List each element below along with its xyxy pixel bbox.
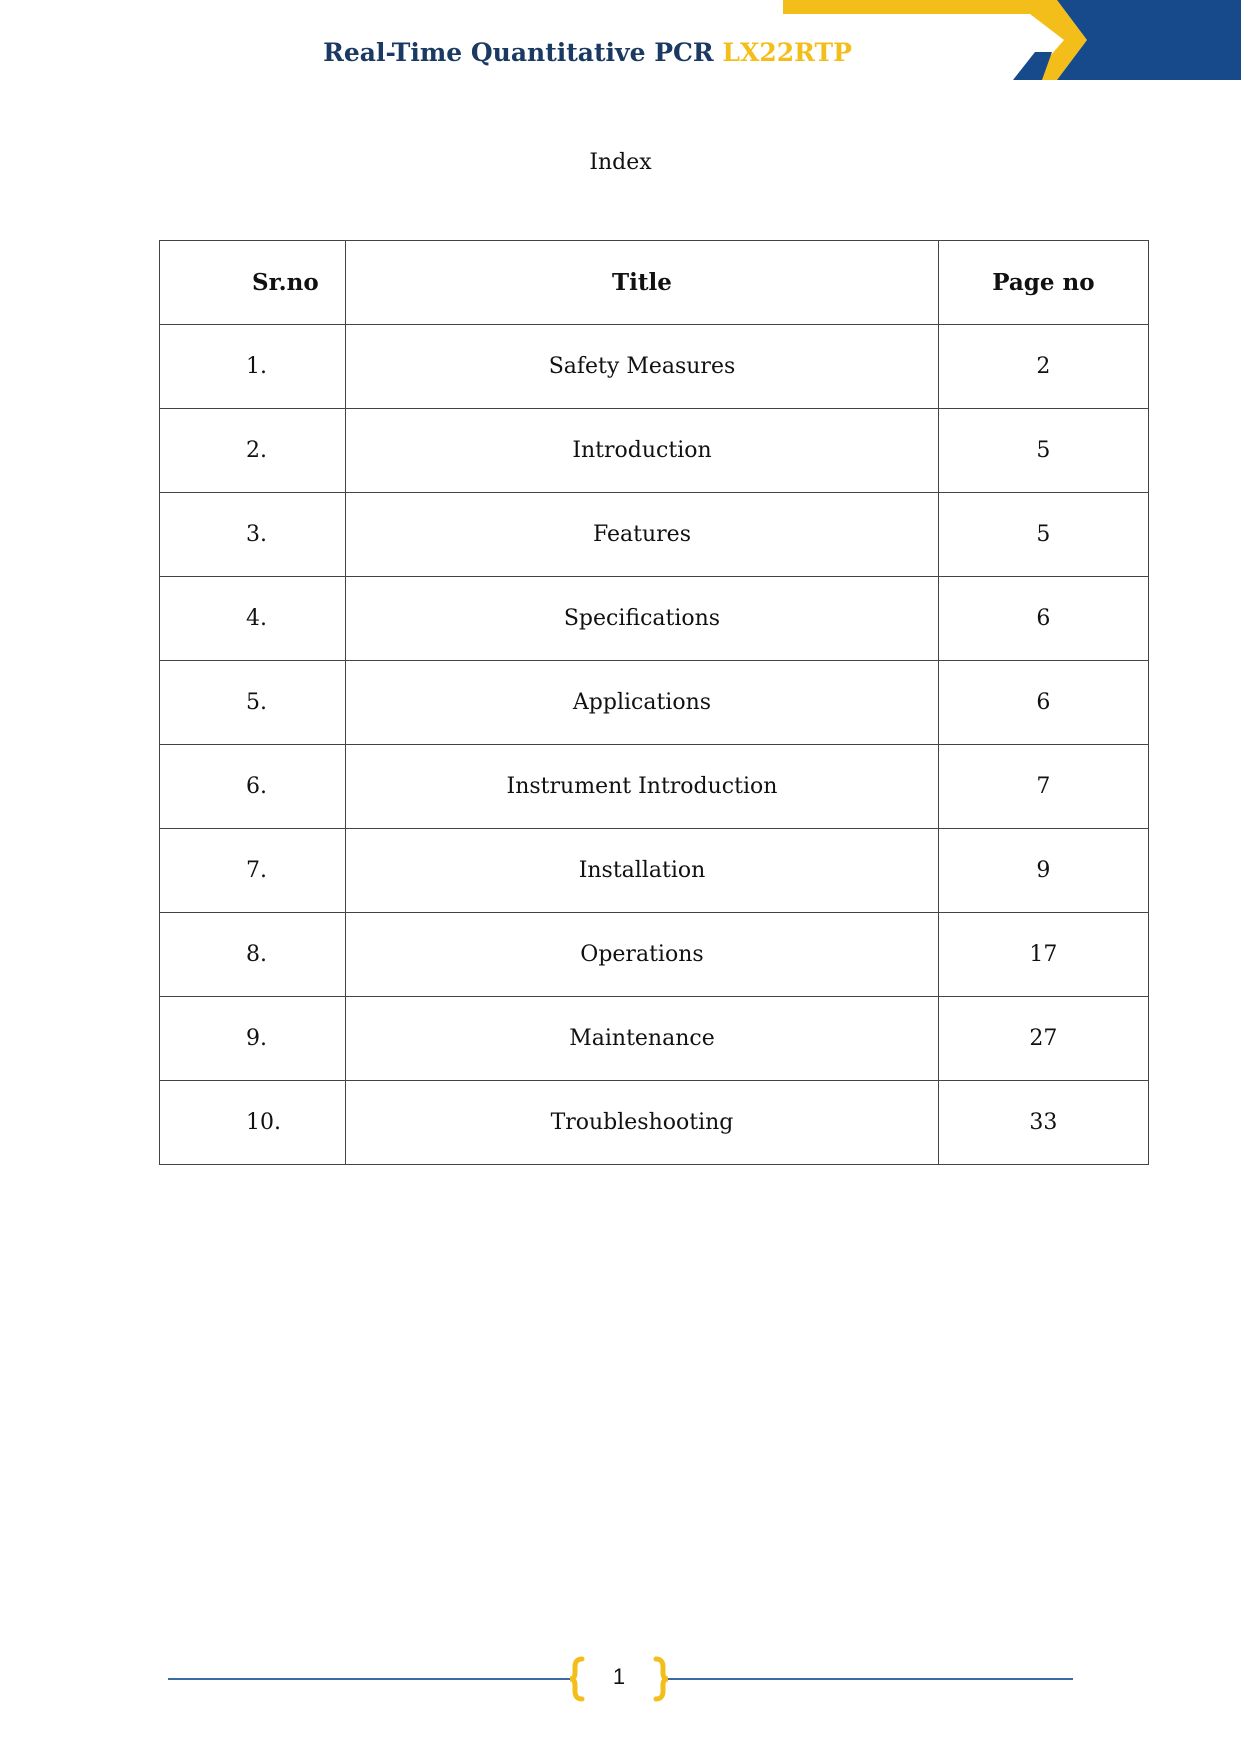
row-page-no: 27 — [938, 997, 1148, 1081]
table-row — [160, 325, 1149, 409]
row-sr-no: 8. — [160, 913, 346, 997]
row-page-no: 9 — [938, 829, 1148, 913]
row-page-no: 5 — [938, 409, 1148, 493]
table-row — [160, 913, 1149, 997]
footer-rule-left — [168, 1678, 570, 1680]
row-page-no: 7 — [938, 745, 1148, 829]
row-sr-no: 4. — [160, 577, 346, 661]
row-page-no: 6 — [938, 661, 1148, 745]
row-title: Troubleshooting — [346, 1081, 939, 1165]
row-sr-no: 9. — [160, 997, 346, 1081]
row-page-no: 17 — [938, 913, 1148, 997]
row-page-no: 6 — [938, 577, 1148, 661]
column-header-title: Title — [346, 241, 939, 325]
row-sr-no: 3. — [160, 493, 346, 577]
table-row — [160, 1081, 1149, 1165]
row-page-no: 2 — [938, 325, 1148, 409]
table-row — [160, 829, 1149, 913]
row-title: Specifications — [346, 577, 939, 661]
row-title: Maintenance — [346, 997, 939, 1081]
page-number: 1 — [612, 1664, 626, 1689]
table-row — [160, 661, 1149, 745]
row-title: Safety Measures — [346, 325, 939, 409]
row-title: Instrument Introduction — [346, 745, 939, 829]
row-title: Installation — [346, 829, 939, 913]
row-sr-no: 5. — [160, 661, 346, 745]
index-table — [159, 240, 1149, 1165]
table-row — [160, 493, 1149, 577]
row-sr-no: 10. — [160, 1081, 346, 1165]
table-row — [160, 997, 1149, 1081]
document-title-model: LX22RTP — [722, 38, 852, 67]
footer-rule-right — [668, 1678, 1073, 1680]
table-header-row — [160, 241, 1149, 325]
row-title: Operations — [346, 913, 939, 997]
row-title: Introduction — [346, 409, 939, 493]
footer-page-marker — [570, 1655, 668, 1703]
row-sr-no: 1. — [160, 325, 346, 409]
row-page-no: 5 — [938, 493, 1148, 577]
header-corner-graphic — [780, 0, 1241, 82]
index-heading: Index — [589, 150, 652, 175]
row-page-no: 33 — [938, 1081, 1148, 1165]
row-title: Features — [346, 493, 939, 577]
row-sr-no: 6. — [160, 745, 346, 829]
column-header-page-no: Page no — [938, 241, 1148, 325]
row-sr-no: 2. — [160, 409, 346, 493]
table-row — [160, 577, 1149, 661]
table-row — [160, 409, 1149, 493]
column-header-sr-no: Sr.no — [160, 241, 346, 325]
table-row — [160, 745, 1149, 829]
row-title: Applications — [346, 661, 939, 745]
document-title-main: Real-Time Quantitative PCR — [323, 38, 723, 67]
row-sr-no: 7. — [160, 829, 346, 913]
